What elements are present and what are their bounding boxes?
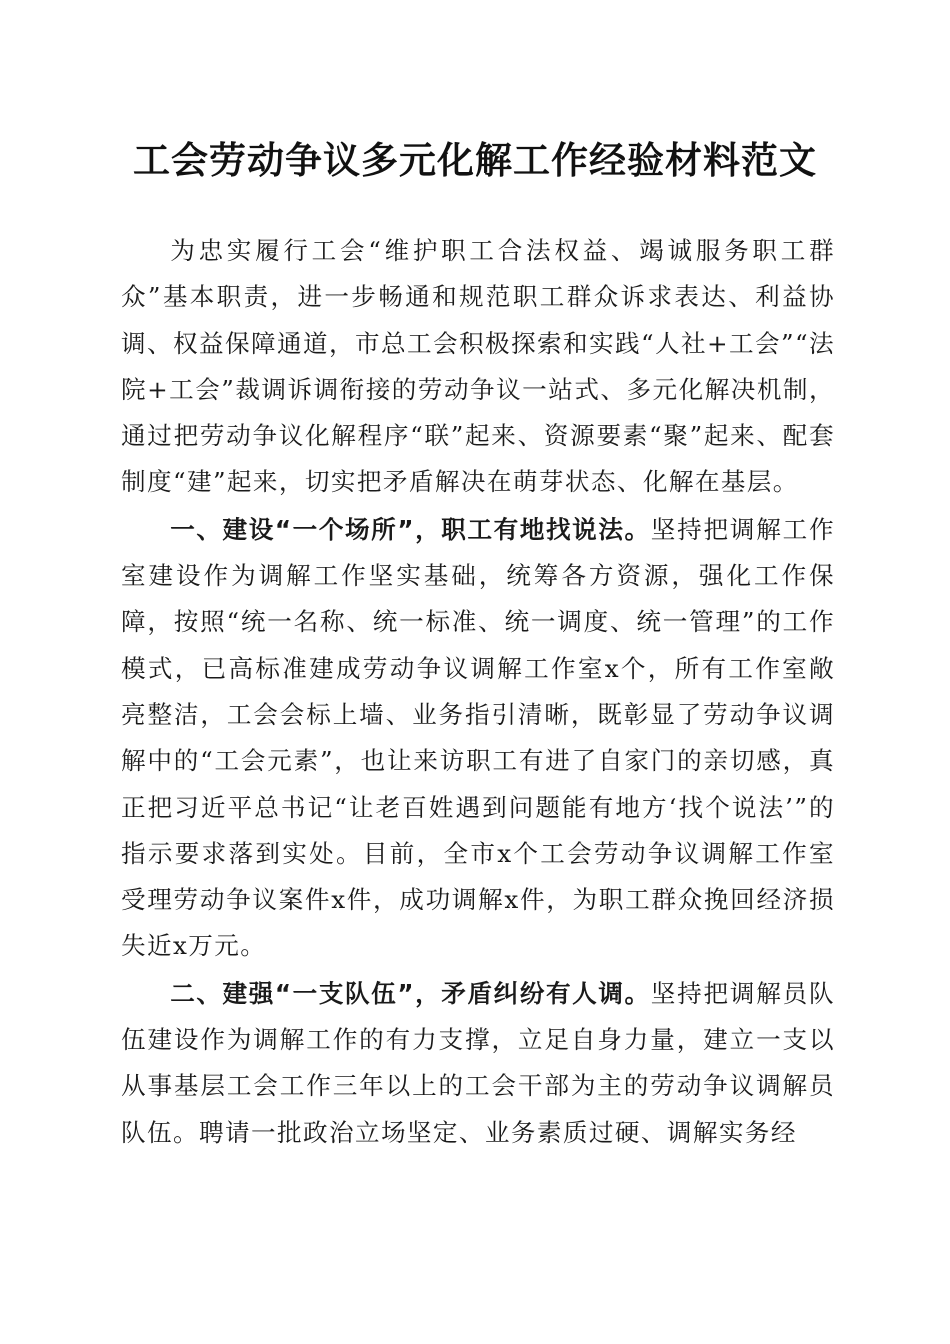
paragraph-section-one	[121, 507, 835, 970]
section-heading: 二、建强“一支队伍”，矛盾纠纷有人调。	[170, 978, 651, 1008]
section-heading: 一、建设“一个场所”，职工有地找说法。	[170, 514, 651, 544]
paragraph-intro	[121, 228, 835, 506]
paragraph-text: 坚持把调解员队伍建设作为调解工作的有力支撑，立足自身力量，建立一支以从事基层工会工作三年以上的工会干部为主的劳动争议调解员队伍。聘请一批政治立场坚定、业务素质过硬、调解实务经	[121, 978, 835, 1147]
document-title: 工会劳动争议多元化解工作经验材料范文	[133, 138, 817, 182]
document-body	[121, 228, 835, 1157]
paragraph-section-two	[121, 971, 835, 1156]
paragraph-text: 为忠实履行工会“维护职工合法权益、竭诚服务职工群众”基本职责，进一步畅通和规范职工群众诉求表达、利益协调、权益保障通道，市总工会积极探索和实践“人社+工会”“法院+工会”裁调诉调衔接的劳动争议一站式、多元化解决机制，通过把劳动争议化解程序“联”起来、资源要素“聚”起来、配套制度“建”起来，切实把矛盾解决在萌芽状态、化解在基层。	[121, 236, 835, 497]
paragraph-text: 坚持把调解工作室建设作为调解工作坚实基础，统筹各方资源，强化工作保障，按照“统一名称、统一标准、统一调度、统一管理”的工作模式，已高标准建成劳动争议调解工作室x个，所有工作室敞亮整洁，工会会标上墙、业务指引清晰，既彰显了劳动争议调解中的“工会元素”，也让来访职工有进了自家门的亲切感，真正把习近平总书记“让老百姓遇到问题能有地方‘找个说法’”的指示要求落到实处。目前，全市x个工会劳动争议调解工作室受理劳动争议案件x件，成功调解x件，为职工群众挽回经济损失近x万元。	[121, 514, 835, 961]
